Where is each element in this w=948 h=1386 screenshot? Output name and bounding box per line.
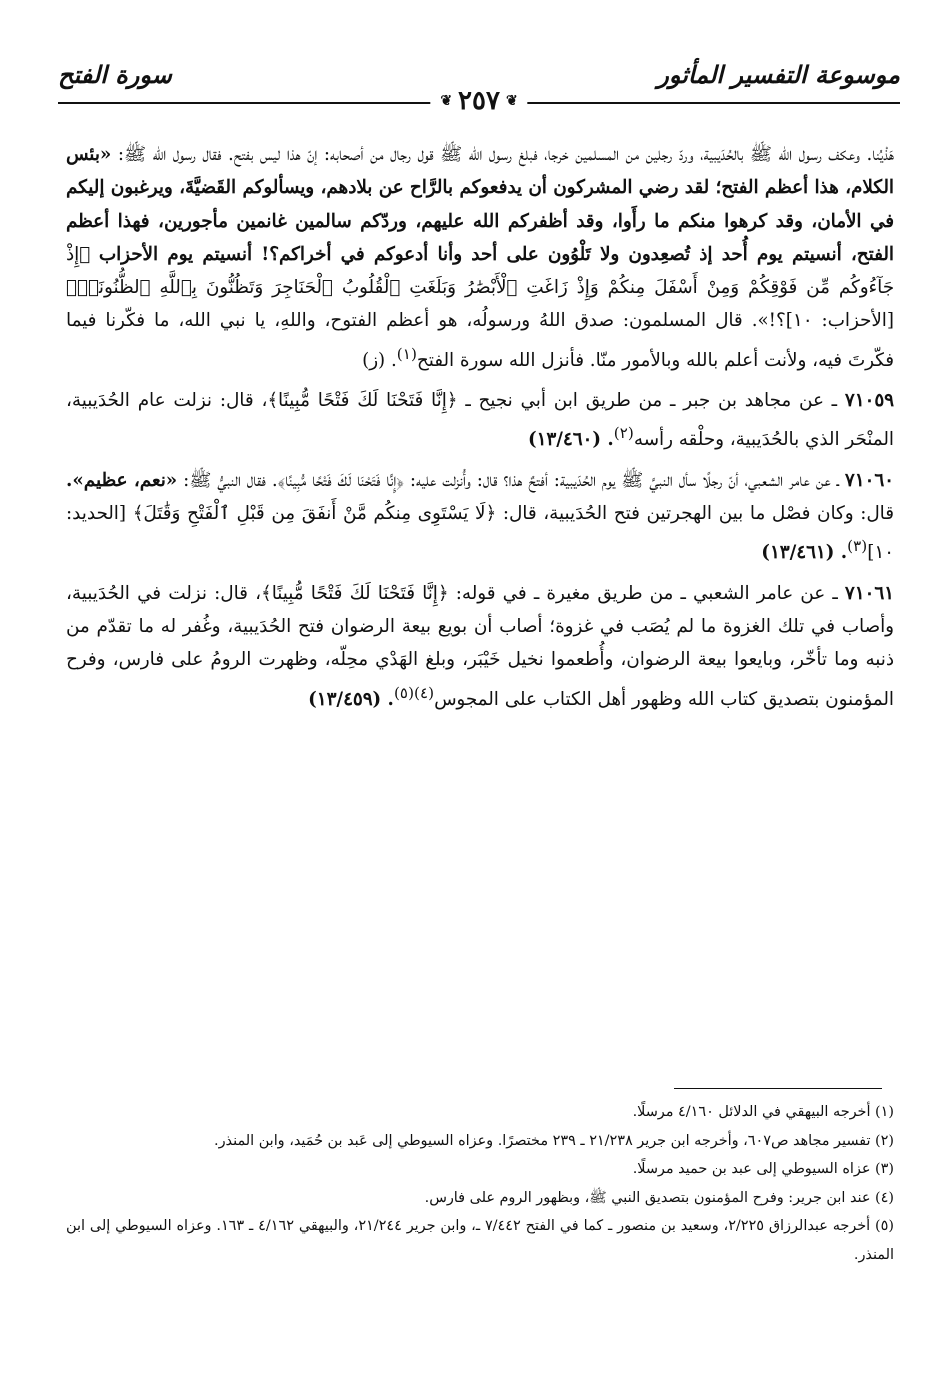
book-title: موسوعة التفسير المأثور: [657, 60, 900, 89]
surah-name: سورة الفتح: [58, 60, 172, 89]
text-segment: قال المسلمون: صدق اللهُ ورسولُه، هو أعظم الفتوح، واللهِ، يا نبي الله، ما فكّرنا فيما فكّرتَ فيه، ولأنت أعلم بالله وبالأمور منّا. فأنزل الله سورة الفتح: [66, 310, 894, 371]
footnote-marker: (١): [396, 344, 417, 363]
prophet-answer-bold: «نعم، عظيم».: [66, 469, 178, 491]
footnote-marker: (٤)(٥): [393, 683, 435, 702]
page-number: ٢٥٧: [458, 86, 500, 116]
footnote-1: (١) أخرجه البيهقي في الدلائل ٤/١٦٠ مرسلًا.: [632, 1104, 894, 1120]
hadith-71061: [66, 577, 894, 716]
hadith-text: ـ عن مجاهد بن جبر ـ من طريق ابن أبي نجيح ـ ﴿إِنَّا فَتَحْنَا لَكَ فَتْحًا مُّبِينًا﴾، قال: نزلت عام الحُدَيبية، المنْحَر الذي بالحُدَيبية، وحلْقه رأسه: [66, 390, 894, 451]
footnote-3: (٣) عزاه السيوطي إلى عبد بن حميد مرسلًا.: [632, 1161, 894, 1177]
verse-reference: [الأحزاب: ١٠]؟!».: [751, 310, 894, 332]
footnote-marker: (٣): [847, 537, 868, 556]
text-segment: هَذْيُنا. وعكف رسول الله ﷺ بالحُدَيبية، وردّ رجلين من المسلمين خرجا، فبلغ رسول الله ﷺ قول رجال من أصحابه: إنّ هذا ليس بفتح. فقال رسول الله ﷺ:: [117, 144, 894, 165]
footnote-2: (٢) تفسير مجاهد ص٦٠٧، وأخرجه ابن جرير ٢١/٢٣٨ ـ ٢٣٩ مختصرًا. وعزاه السيوطي إلى عَبد بن حُمَيد، وابن المنذر.: [214, 1132, 894, 1149]
paragraph-intro: [66, 138, 894, 377]
volume-ref: . (١٣/٤٦٠): [527, 429, 614, 451]
hadith-text: ـ عن عامر الشعبي ـ من طريق مغيرة ـ في قوله: ﴿إِنَّا فَتَحْنَا لَكَ فَتْحًا مُّبِينًا﴾، قال: نزلت في الحُدَيبية، وأصاب في تلك الغزوة ما لم يُصَب في غزوة؛ أصاب أن بويع بيعة الرضوان فتح الحُدَيبية، وغُفر له ما تقدّم من ذنبه وما تأخّر، وبايعوا بيعة الرضوان، وأُطعموا نخيل خَيْبَر، وبلغ الهَدْي محِلّه، وظهرت الرومُ على فارس، وفرح المؤمنون بتصديق كتاب الله وظهور أهل الكتاب على المجوس: [66, 582, 894, 710]
volume-ref: . (١٣/٤٦١): [761, 542, 848, 564]
hadith-71060: [66, 464, 894, 570]
hadith-number: ٧١٠٦٠: [844, 469, 894, 491]
hadith-number: ٧١٠٥٩: [844, 390, 894, 412]
page-header: [58, 52, 900, 122]
hadith-quote-bold: «بئس الكلام، هذا أعظم الفتح؛ لقد رضي المشركون أن يدفعوكم بالرَّاح عن بلادهم، ويسألوكم القَضيَّةَ، ويرغبون إليكم في الأمان، وقد كرهوا منكم ما رأَوا، وقد أظفركم الله عليهم، وردّكم سالمين غانمين مأجورين، فهذا أعظم الفتح، أنسيتم يوم أُحد إذ تُصعِدون ولا تَلْوُون على أحد وأنا أدعوكم في أخراكم؟! أنسيتم يوم الأحزاب: [66, 144, 894, 265]
footnote-4: (٤) عند ابن جرير: وفرح المؤمنون بتصديق النبي ﷺ، وبظهور الروم على فارس.: [424, 1189, 894, 1206]
footnotes: [66, 1098, 894, 1269]
hadith-text: ـ عن عامر الشعبي، أنّ رجلًا سأل النبيَّ ﷺ يوم الحُدَيبية: أفتحٌ هذا؟ قال: وأُنزلت عليه: ﴿إِنَّا فَتَحْنَا لَكَ فَتْحًا مُّبِينًا﴾. فقال النبيُّ ﷺ:: [183, 469, 839, 491]
quran-verse: ﴿إِذْ جَآءُوكُم مِّن فَوْقِكُمْ وَمِنْ أَسْفَلَ مِنكُمْ وَإِذْ زَاغَتِ ٱلْأَبْصَٰرُ وَبَلَغَتِ ٱلْقُلُوبُ ٱلْحَنَاجِرَ وَتَظُنُّونَ بِٱللَّهِ ٱلظُّنُونَا۠﴾: [66, 243, 894, 299]
source-tag: . (ز): [362, 349, 397, 371]
page-number-block: [430, 86, 527, 116]
main-text: [66, 138, 894, 716]
footnote-separator: [674, 1088, 882, 1089]
ornament-icon: ❦: [440, 93, 453, 109]
hadith-text: قال: وكان فصْل ما بين الهجرتين فتح الحُدَيبية، قال: ﴿لَا يَسْتَوِى مِنكُم مَّنْ أَنفَقَ مِن قَبْلِ ٱلْفَتْحِ وَقَٰتَلَ﴾ [الحديد: ١٠]: [66, 503, 894, 564]
hadith-71059: [66, 384, 894, 457]
footnote-5: (٥) أخرجه عبدالرزاق ٢/٢٢٥، وسعيد بن منصور ـ كما في الفتح ٧/٤٤٢ ـ، وابن جرير ٢١/٢٤٤، والبيهقي ٤/١٦٢ ـ ١٦٣. وعزاه السيوطي إلى ابن المنذر.: [66, 1218, 895, 1263]
footnote-marker: (٢): [613, 424, 634, 443]
hadith-number: ٧١٠٦١: [844, 582, 894, 604]
ornament-icon: ❦: [505, 93, 518, 109]
volume-ref: . (١٣/٤٥٩): [308, 688, 394, 710]
